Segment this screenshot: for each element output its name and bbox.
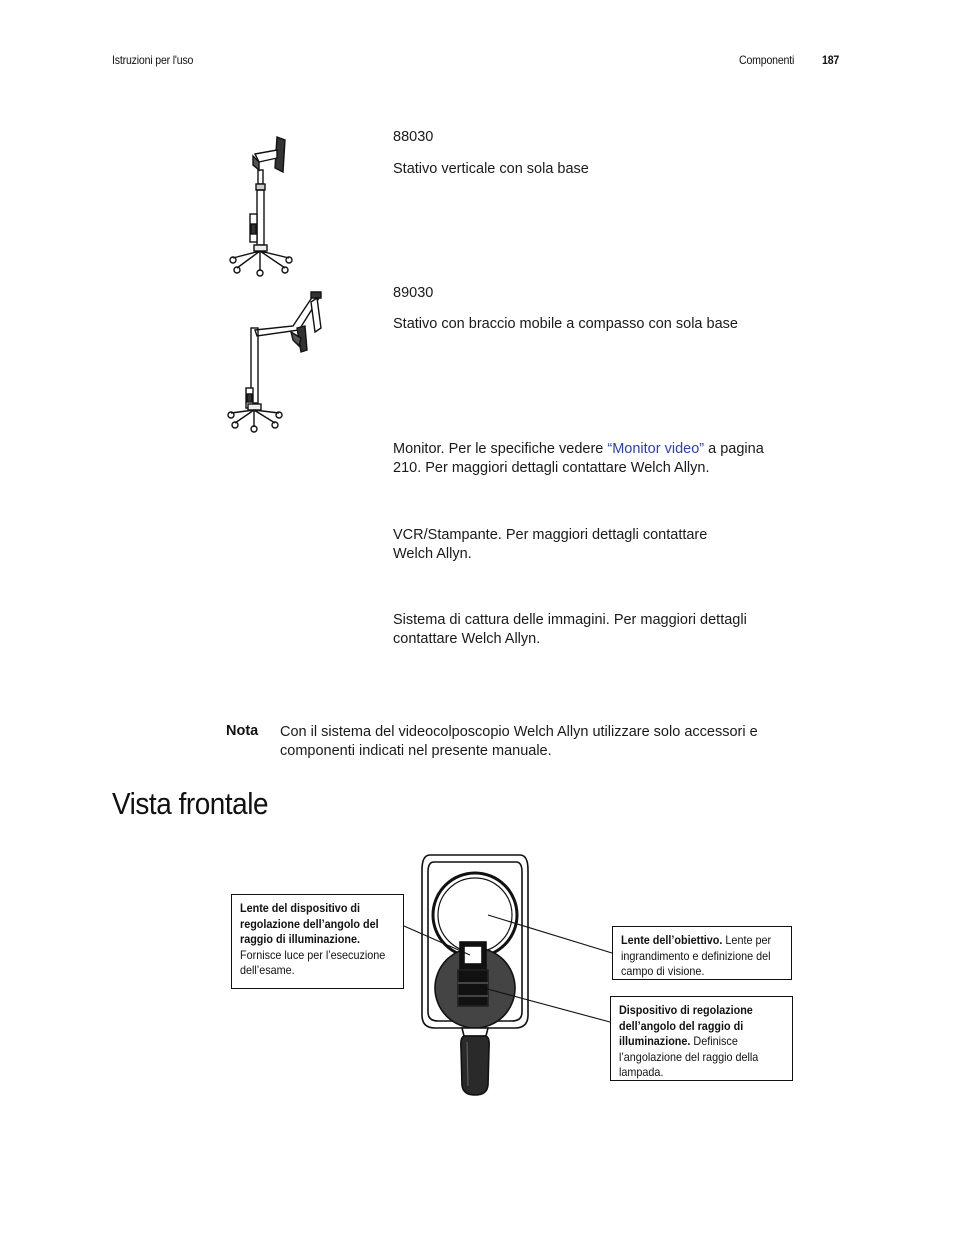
callout-beam-adjuster-body: Definisce l’angolazione del raggio della lampada. [619, 1034, 759, 1079]
vertical-stand-illustration [225, 132, 295, 277]
note-label: Nota [226, 723, 259, 739]
callout-objective-lens [612, 926, 792, 980]
callout-illumination-lens-body: Fornisce luce per l’esecuzione dell’esame. [240, 947, 386, 977]
item-code-89030: 89030 [393, 285, 434, 301]
callout-illumination-lens-title: Lente del dispositivo di regolazione dell’angolo del raggio di illuminazione. [240, 901, 379, 946]
monitor-paragraph [393, 440, 793, 478]
monitor-text-after: a pagina 210. Per maggiori dettagli contattare Welch Allyn. [393, 441, 764, 476]
monitor-video-link[interactable]: “Monitor video” [607, 441, 705, 457]
running-header-title: Istruzioni per l'uso [112, 53, 194, 67]
section-title: Vista frontale [112, 786, 269, 821]
vcr-paragraph: VCR/Stampante. Per maggiori dettagli contattare Welch Allyn. [393, 527, 708, 562]
compass-arm-stand-illustration [225, 288, 335, 433]
page-number: 187 [822, 53, 840, 67]
item-description-89030: Stativo con braccio mobile a compasso con sola base [393, 316, 738, 332]
monitor-text-before: Monitor. Per le specifiche vedere [393, 441, 608, 457]
callout-objective-lens-title: Lente dell’obiettivo. [621, 933, 723, 947]
callout-illumination-lens [231, 894, 404, 989]
colposcope-front-view-illustration [410, 850, 540, 1100]
item-code-88030: 88030 [393, 129, 434, 145]
image-capture-paragraph: Sistema di cattura delle immagini. Per maggiori dettagli contattare Welch Allyn. [393, 612, 747, 647]
item-description-88030: Stativo verticale con sola base [393, 161, 589, 177]
running-header-section: Componenti [739, 53, 795, 67]
note-text: Con il sistema del videocolposcopio Welch Allyn utilizzare solo accessori e componenti indicati nel presente manuale. [280, 724, 758, 759]
callout-beam-adjuster [610, 996, 793, 1081]
callout-beam-adjuster-title: Dispositivo di regolazione dell’angolo del raggio di illuminazione. [619, 1003, 753, 1048]
callout-objective-lens-body: Lente per ingrandimento e definizione del campo di visione. [621, 933, 772, 978]
